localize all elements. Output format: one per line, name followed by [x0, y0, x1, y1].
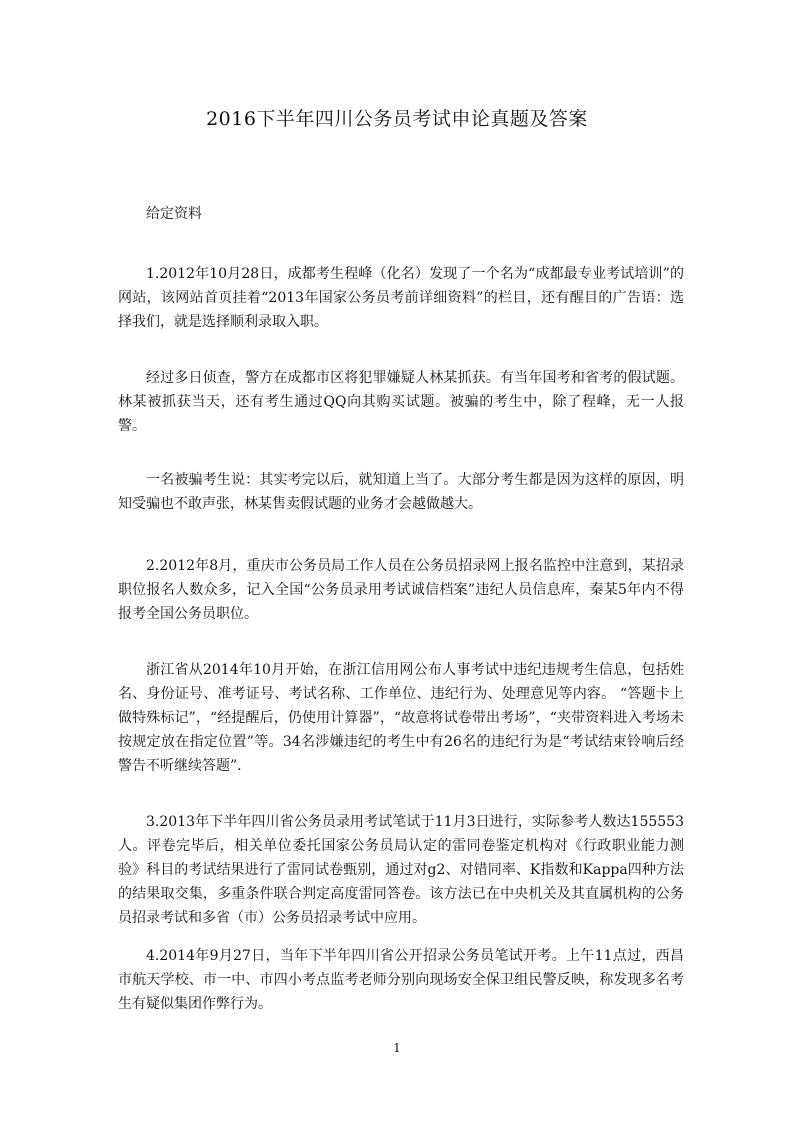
paragraph-5: 浙江省从2014年10月开始，在浙江信用网公布人事考试中违纪违规考生信息，包括姓名、身份证号、准考证号、考试名称、工作单位、违纪行为、处理意见等内容。 “答题卡上做特殊标记”，“经提醒后，仍使用计算器”，“故意将试卷带出考场”，“夹带资料进入考场未按规定放在指定位置”等。34名涉嫌违纪的考生中有26名的违纪行为是“考试结束铃响后经警告不听继续答题”.: [118, 662, 684, 774]
page-number: 1: [393, 1041, 401, 1055]
paragraph-2: 经过多日侦查，警方在成都市区将犯罪嫌疑人林某抓获。有当年国考和省考的假试题。林某被抓获当天，还有考生通过QQ向其购买试题。被骗的考生中，除了程峰，无一人报警。: [118, 370, 684, 434]
document-title: 2016下半年四川公务员考试申论真题及答案: [206, 108, 588, 130]
paragraph-6: 3.2013年下半年四川省公务员录用考试笔试于11月3日进行，实际参考人数达155553人。评卷完毕后，相关单位委托国家公务员局认定的雷同卷鉴定机构对《行政职业能力测验》科目的考试结果进行了雷同试卷甄别，通过对g2、对错同率、K指数和Kappa四种方法的结果取交集，多重条件联合判定高度雷同答卷。该方法已在中央机关及其直属机构的公务员招录考试和多省（市）公务员招录考试中应用。: [118, 814, 684, 926]
paragraph-1: 1.2012年10月28日，成都考生程峰（化名）发现了一个名为“成都最专业考试培训”的网站，该网站首页挂着“2013年国家公务员考前详细资料”的栏目，还有醒目的广告语：选择我们，就是选择顺利录取入职。: [118, 266, 684, 330]
paragraph-3: 一名被骗考生说：其实考完以后，就知道上当了。大部分考生都是因为这样的原因，明知受骗也不敢声张，林某售卖假试题的业务才会越做越大。: [118, 472, 684, 512]
paragraph-4: 2.2012年8月，重庆市公务员局工作人员在公务员招录网上报名监控中注意到，某招录职位报名人数众多，记入全国“公务员录用考试诚信档案”违纪人员信息库，秦某5年内不得报考全国公务员职位。: [118, 558, 684, 622]
section-heading: 给定资料: [146, 206, 202, 222]
paragraph-7: 4.2014年9月27日，当年下半年四川省公开招录公务员笔试开考。上午11点过，西昌市航天学校、市一中、市四小考点监考老师分别向现场安全保卫组民警反映，称发现多名考生有疑似集团作弊行为。: [118, 948, 684, 1012]
